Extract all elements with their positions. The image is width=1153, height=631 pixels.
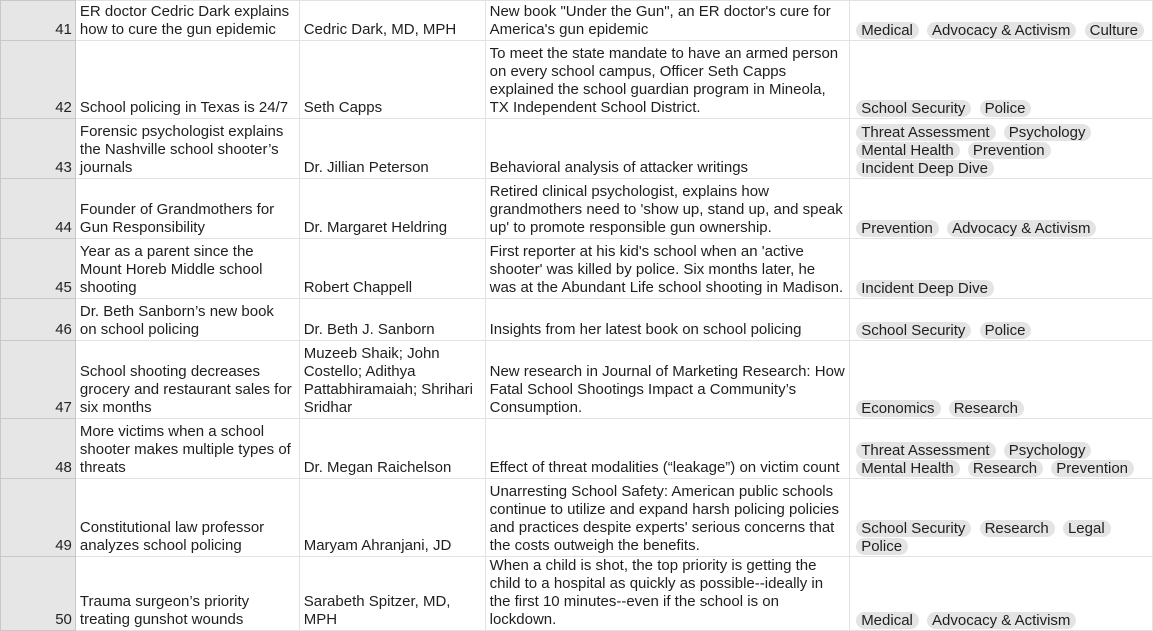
description-cell-text: To meet the state mandate to have an armed person on every school campus, Officer Seth Capps explained the school guardian program in Mineola, TX Independent School District.	[489, 45, 839, 116]
tag-chip[interactable]: Mental Health	[856, 142, 960, 159]
tags-cell[interactable]	[850, 479, 1153, 557]
title-cell[interactable]	[75, 239, 299, 299]
row-number-text: 47	[55, 399, 72, 416]
author-cell-text: Sarabeth Spitzer, MD, MPH	[303, 593, 451, 628]
tag-chip[interactable]: School Security	[856, 100, 971, 117]
tag-chip[interactable]: Advocacy & Activism	[947, 220, 1096, 237]
tags-cell[interactable]	[850, 299, 1153, 341]
title-cell[interactable]	[75, 479, 299, 557]
title-cell[interactable]	[75, 119, 299, 179]
row-number-text: 41	[55, 21, 72, 38]
title-cell-text: More victims when a school shooter makes multiple types of threats	[79, 423, 291, 476]
tags-cell[interactable]	[850, 119, 1153, 179]
author-cell[interactable]	[299, 119, 485, 179]
title-cell-text: Year as a parent since the Mount Horeb Middle school shooting	[79, 243, 263, 296]
tag-chip[interactable]: Threat Assessment	[856, 442, 995, 459]
row-number-text: 46	[55, 321, 72, 338]
author-cell-text: Seth Capps	[303, 99, 383, 116]
row-number-text: 43	[55, 159, 72, 176]
tag-chip-list	[856, 123, 1148, 178]
tag-chip[interactable]: School Security	[856, 322, 971, 339]
tags-cell[interactable]	[850, 341, 1153, 419]
table-row	[1, 119, 1153, 179]
description-cell[interactable]	[485, 479, 850, 557]
author-cell-text: Cedric Dark, MD, MPH	[303, 21, 457, 38]
description-cell[interactable]	[485, 341, 850, 419]
title-cell-text: School policing in Texas is 24/7	[79, 99, 289, 116]
row-number[interactable]	[1, 41, 76, 119]
tag-chip[interactable]: Psychology	[1004, 124, 1092, 141]
author-cell[interactable]	[299, 299, 485, 341]
author-cell[interactable]	[299, 179, 485, 239]
tag-chip[interactable]: Economics	[856, 400, 940, 417]
tag-chip[interactable]: Prevention	[968, 142, 1051, 159]
tags-cell[interactable]	[850, 41, 1153, 119]
title-cell-text: School shooting decreases grocery and restaurant sales for six months	[79, 363, 292, 416]
author-cell[interactable]	[299, 479, 485, 557]
tag-chip[interactable]: Prevention	[856, 220, 939, 237]
author-cell[interactable]	[299, 557, 485, 631]
row-number-text: 42	[55, 99, 72, 116]
tag-chip[interactable]: Advocacy & Activism	[927, 612, 1076, 629]
title-cell[interactable]	[75, 41, 299, 119]
row-number[interactable]	[1, 239, 76, 299]
table-row	[1, 41, 1153, 119]
tags-cell[interactable]	[850, 1, 1153, 41]
tag-chip-list	[856, 441, 1148, 478]
description-cell[interactable]	[485, 41, 850, 119]
title-cell[interactable]	[75, 299, 299, 341]
table-row	[1, 557, 1153, 631]
table-row	[1, 179, 1153, 239]
description-cell[interactable]	[485, 557, 850, 631]
tags-cell[interactable]	[850, 179, 1153, 239]
description-cell-text: First reporter at his kid's school when an 'active shooter' was killed by police. Six months later, he was at the Abundant Life school shooting in Madison.	[489, 243, 844, 296]
tags-cell[interactable]	[850, 557, 1153, 631]
row-number-text: 44	[55, 219, 72, 236]
title-cell-text: ER doctor Cedric Dark explains how to cure the gun epidemic	[79, 3, 290, 38]
title-cell-text: Constitutional law professor analyzes school policing	[79, 519, 265, 554]
title-cell[interactable]	[75, 419, 299, 479]
title-cell[interactable]	[75, 179, 299, 239]
tags-cell[interactable]	[850, 419, 1153, 479]
tag-chip[interactable]: Prevention	[1051, 460, 1134, 477]
row-number-text: 49	[55, 537, 72, 554]
author-cell[interactable]	[299, 419, 485, 479]
author-cell-text: Dr. Megan Raichelson	[303, 459, 452, 476]
tag-chip-list	[856, 21, 1148, 40]
description-cell[interactable]	[485, 239, 850, 299]
tag-chip-list	[856, 321, 1148, 340]
tag-chip[interactable]: Research	[968, 460, 1043, 477]
description-cell[interactable]	[485, 1, 850, 41]
row-number[interactable]	[1, 479, 76, 557]
row-number[interactable]	[1, 179, 76, 239]
tag-chip[interactable]: Police	[980, 322, 1032, 339]
description-cell-text: Unarresting School Safety: American public schools continue to utilize and expand harsh policing policies and practices despite experts' serious concerns that the costs outweigh the benefits.	[489, 483, 840, 554]
tag-chip[interactable]: Medical	[856, 22, 919, 39]
description-cell[interactable]	[485, 419, 850, 479]
tag-chip[interactable]: Police	[856, 538, 908, 555]
row-number-text: 45	[55, 279, 72, 296]
author-cell-text: Maryam Ahranjani, JD	[303, 537, 452, 554]
tag-chip[interactable]: Research	[949, 400, 1024, 417]
table-row	[1, 1, 1153, 41]
tag-chip-list	[856, 219, 1148, 238]
author-cell-text: Robert Chappell	[303, 279, 413, 296]
author-cell[interactable]	[299, 1, 485, 41]
tag-chip[interactable]: School Security	[856, 520, 971, 537]
author-cell-text: Muzeeb Shaik; John Costello; Adithya Pattabhiramaiah; Shrihari Sridhar	[303, 345, 473, 416]
tag-chip[interactable]: Psychology	[1004, 442, 1092, 459]
tag-chip-list	[856, 519, 1148, 556]
description-cell-text: When a child is shot, the top priority is getting the child to a hospital as quickly as possible--ideally in the first 10 minutes--even if the school is on lockdown.	[489, 557, 824, 628]
description-cell-text: Behavioral analysis of attacker writings	[489, 159, 749, 176]
tag-chip[interactable]: Research	[980, 520, 1055, 537]
description-cell-text: Insights from her latest book on school policing	[489, 321, 802, 338]
tag-chip-list	[856, 279, 1148, 298]
author-cell[interactable]	[299, 41, 485, 119]
tags-cell[interactable]	[850, 239, 1153, 299]
row-number[interactable]	[1, 557, 76, 631]
tag-chip[interactable]: Culture	[1085, 22, 1144, 39]
author-cell[interactable]	[299, 239, 485, 299]
description-cell[interactable]	[485, 179, 850, 239]
row-number-text: 48	[55, 459, 72, 476]
table-row	[1, 341, 1153, 419]
title-cell[interactable]	[75, 1, 299, 41]
tag-chip[interactable]: Legal	[1063, 520, 1111, 537]
title-cell[interactable]	[75, 557, 299, 631]
author-cell[interactable]	[299, 341, 485, 419]
row-number[interactable]	[1, 341, 76, 419]
title-cell-text: Trauma surgeon’s priority treating gunshot wounds	[79, 593, 250, 628]
tag-chip[interactable]: Threat Assessment	[856, 124, 995, 141]
title-cell[interactable]	[75, 341, 299, 419]
table-row	[1, 299, 1153, 341]
author-cell-text: Dr. Beth J. Sanborn	[303, 321, 435, 338]
tag-chip-list	[856, 399, 1148, 418]
title-cell-text: Dr. Beth Sanborn’s new book on school policing	[79, 303, 274, 338]
row-number[interactable]	[1, 299, 76, 341]
row-number[interactable]	[1, 119, 76, 179]
tag-chip-list	[856, 99, 1148, 118]
description-cell-text: Retired clinical psychologist, explains how grandmothers need to 'show up, stand up, and speak up' to promote responsible gun ownership.	[489, 183, 843, 236]
row-number[interactable]	[1, 1, 76, 41]
row-number[interactable]	[1, 419, 76, 479]
description-cell[interactable]	[485, 299, 850, 341]
tag-chip[interactable]: Incident Deep Dive	[856, 160, 994, 177]
table-row	[1, 419, 1153, 479]
title-cell-text: Forensic psychologist explains the Nashville school shooter’s journals	[79, 123, 284, 176]
description-cell-text: Effect of threat modalities (“leakage”) on victim count	[489, 459, 840, 476]
description-cell-text: New research in Journal of Marketing Research: How Fatal School Shootings Impact a Community’s Consumption.	[489, 363, 845, 416]
tag-chip[interactable]: Mental Health	[856, 460, 960, 477]
tag-chip-list	[856, 611, 1148, 630]
tag-chip[interactable]: Advocacy & Activism	[927, 22, 1076, 39]
table-row	[1, 479, 1153, 557]
description-cell[interactable]	[485, 119, 850, 179]
row-number-text: 50	[55, 611, 72, 628]
author-cell-text: Dr. Margaret Heldring	[303, 219, 448, 236]
author-cell-text: Dr. Jillian Peterson	[303, 159, 429, 176]
tag-chip[interactable]: Medical	[856, 612, 919, 629]
description-cell-text: New book "Under the Gun", an ER doctor's cure for America's gun epidemic	[489, 3, 831, 38]
table-row	[1, 239, 1153, 299]
title-cell-text: Founder of Grandmothers for Gun Responsibility	[79, 201, 275, 236]
tag-chip[interactable]: Police	[980, 100, 1032, 117]
tag-chip[interactable]: Incident Deep Dive	[856, 280, 994, 297]
